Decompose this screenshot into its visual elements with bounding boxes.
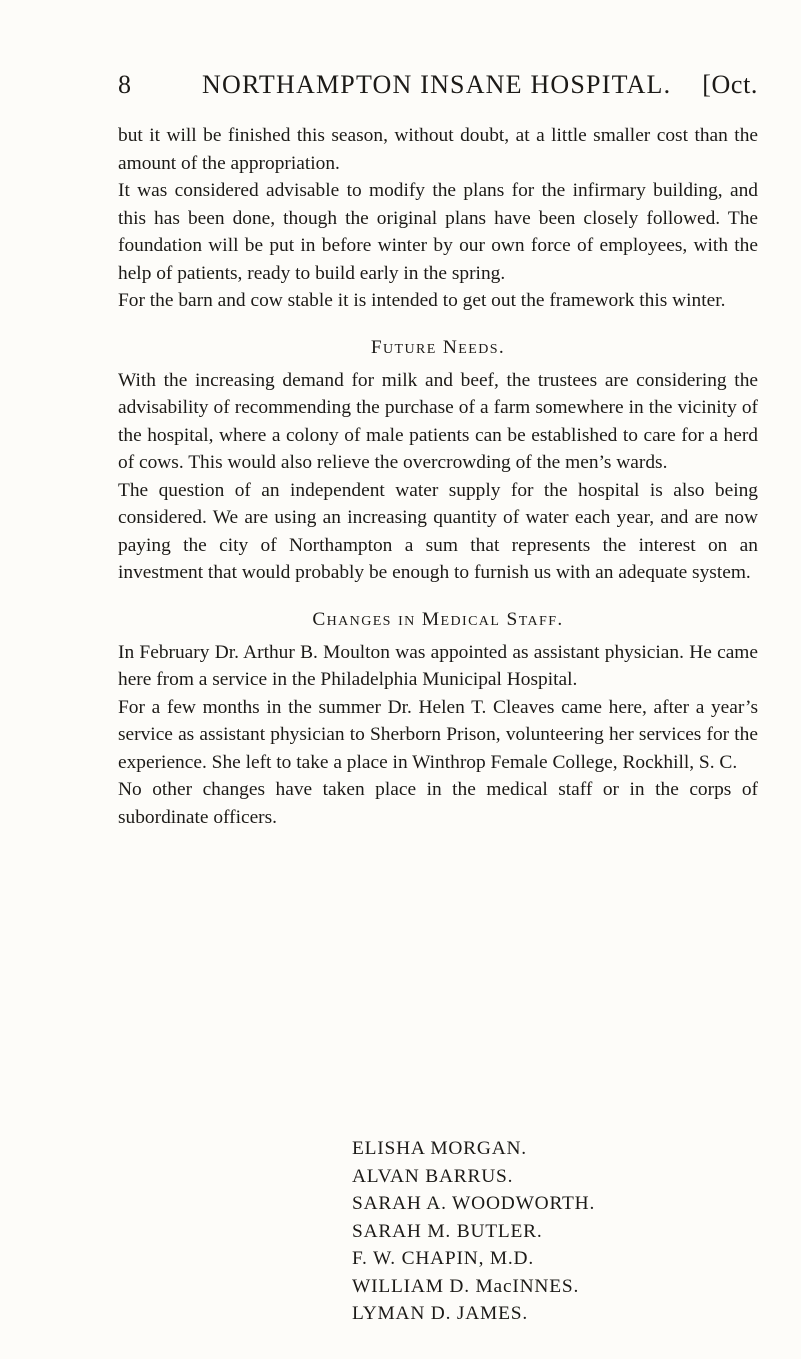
section-heading-future-needs: Future Needs. (370, 336, 506, 358)
running-date: [Oct. (702, 70, 758, 99)
body-text (118, 122, 758, 831)
signatory: LYMAN D. JAMES. (352, 1303, 528, 1324)
signatory: SARAH A. WOODWORTH. (352, 1193, 596, 1214)
running-title: NORTHAMPTON INSANE HOSPITAL. (202, 70, 672, 99)
signatory: ALVAN BARRUS. (352, 1165, 514, 1187)
signatory: WILLIAM D. MacINNES. (352, 1275, 580, 1297)
page-number: 8 (118, 70, 132, 99)
paragraph: In February Dr. Arthur B. Moulton was appointed as assistant physician. He came here from a service in the Philadelphia Municipal Hospital. (118, 641, 758, 690)
paragraph: The question of an independent water supply for the hospital is also being considered. We are using an increasing quantity of water each year, and are now paying the city of Northampton a sum that represents the interest on an investment that would probably be enough to furnish us with an adequate system. (118, 479, 758, 583)
signatory: F. W. CHAPIN, M.D. (352, 1248, 535, 1269)
signature-block (352, 1135, 595, 1328)
signatory: ELISHA MORGAN. (352, 1138, 527, 1159)
paragraph: No other changes have taken place in the medical staff or in the corps of subordinate officers. (118, 779, 758, 828)
paragraph: but it will be finished this season, without doubt, at a little smaller cost than the amount of the appropriation. (118, 125, 758, 174)
signatory: SARAH M. BUTLER. (352, 1220, 543, 1242)
paragraph: For a few months in the summer Dr. Helen T. Cleaves came here, after a year’s service as assistant physician to Sherborn Prison, volunteering her services for the experience. She left to take a place in Winthrop Female College, Rockhill, S. C. (118, 696, 758, 773)
paragraph: With the increasing demand for milk and beef, the trustees are considering the advisability of recommending the purchase of a farm somewhere in the vicinity of the hospital, where a colony of male patients can be established to care for a herd of cows. This would also relieve the overcrowding of the men’s wards. (118, 369, 758, 473)
paragraph: For the barn and cow stable it is intended to get out the framework this winter. (118, 290, 726, 311)
paragraph: It was considered advisable to modify the plans for the infirmary building, and this has been done, though the original plans have been closely followed. The foundation will be put in before winter by our own force of employees, with the help of patients, ready to build early in the spring. (118, 180, 758, 284)
section-heading-medical-staff: Changes in Medical Staff. (312, 608, 564, 630)
